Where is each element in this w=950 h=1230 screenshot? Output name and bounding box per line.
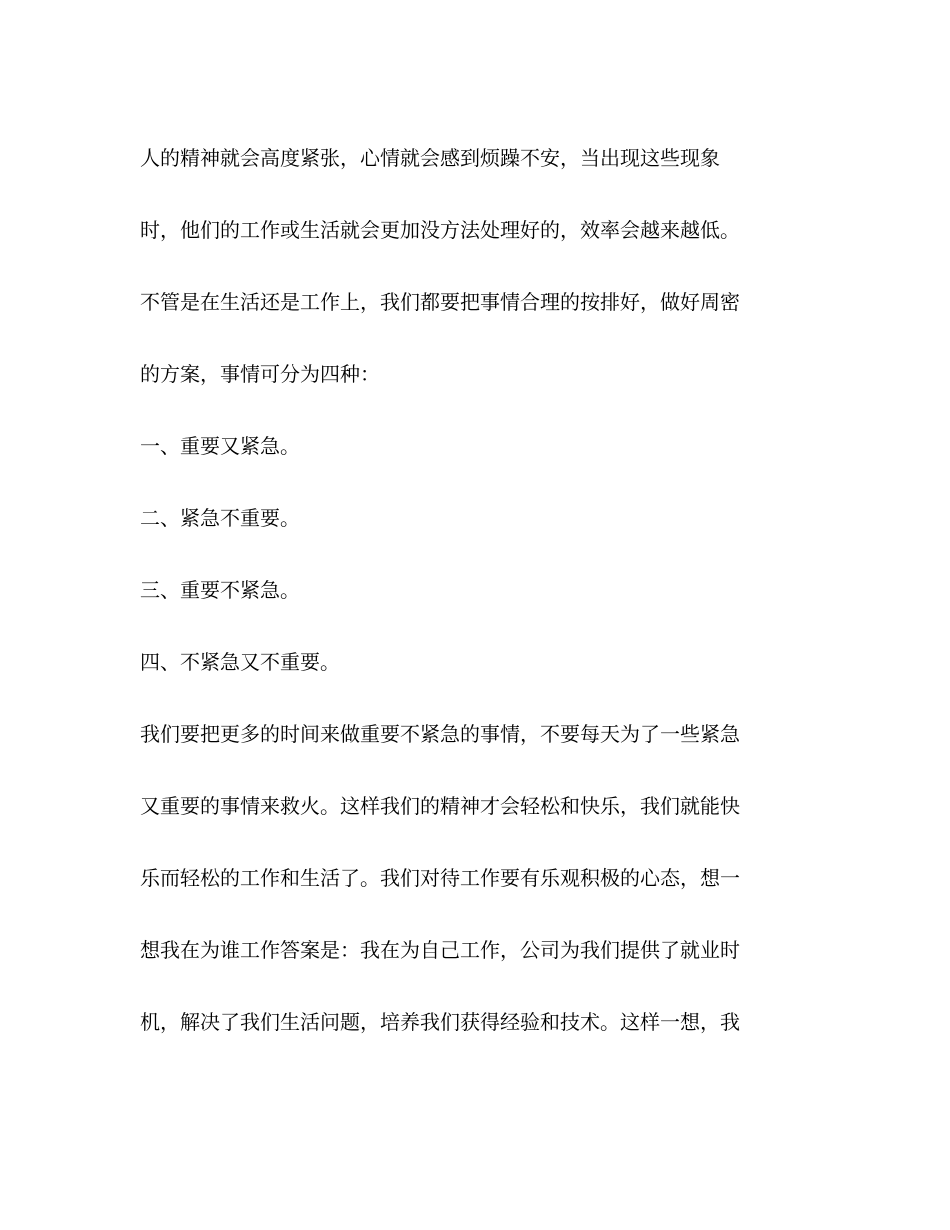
list-item-3: 三、重要不紧急。: [140, 578, 300, 602]
paragraph-line-3: 不管是在生活还是工作上，我们都要把事情合理的按排好，做好周密: [140, 290, 740, 314]
paragraph-line-4: 的方案，事情可分为四种：: [140, 362, 380, 386]
paragraph-line-2: 时，他们的工作或生活就会更加没方法处理好的，效率会越来越低。: [140, 218, 740, 242]
paragraph-line-5: 我们要把更多的时间来做重要不紧急的事情，不要每天为了一些紧急: [140, 722, 740, 746]
list-item-1: 一、重要又紧急。: [140, 434, 300, 458]
paragraph-line-6: 又重要的事情来救火。这样我们的精神才会轻松和快乐，我们就能快: [140, 794, 740, 818]
list-item-4: 四、不紧急又不重要。: [140, 650, 340, 674]
paragraph-line-9: 机，解决了我们生活问题，培养我们获得经验和技术。这样一想，我: [140, 1010, 740, 1034]
paragraph-line-1: 人的精神就会高度紧张，心情就会感到烦躁不安，当出现这些现象: [140, 146, 720, 170]
list-item-2: 二、紧急不重要。: [140, 506, 300, 530]
paragraph-line-8: 想我在为谁工作答案是：我在为自己工作，公司为我们提供了就业时: [140, 938, 740, 962]
paragraph-line-7: 乐而轻松的工作和生活了。我们对待工作要有乐观积极的心态，想一: [140, 866, 740, 890]
